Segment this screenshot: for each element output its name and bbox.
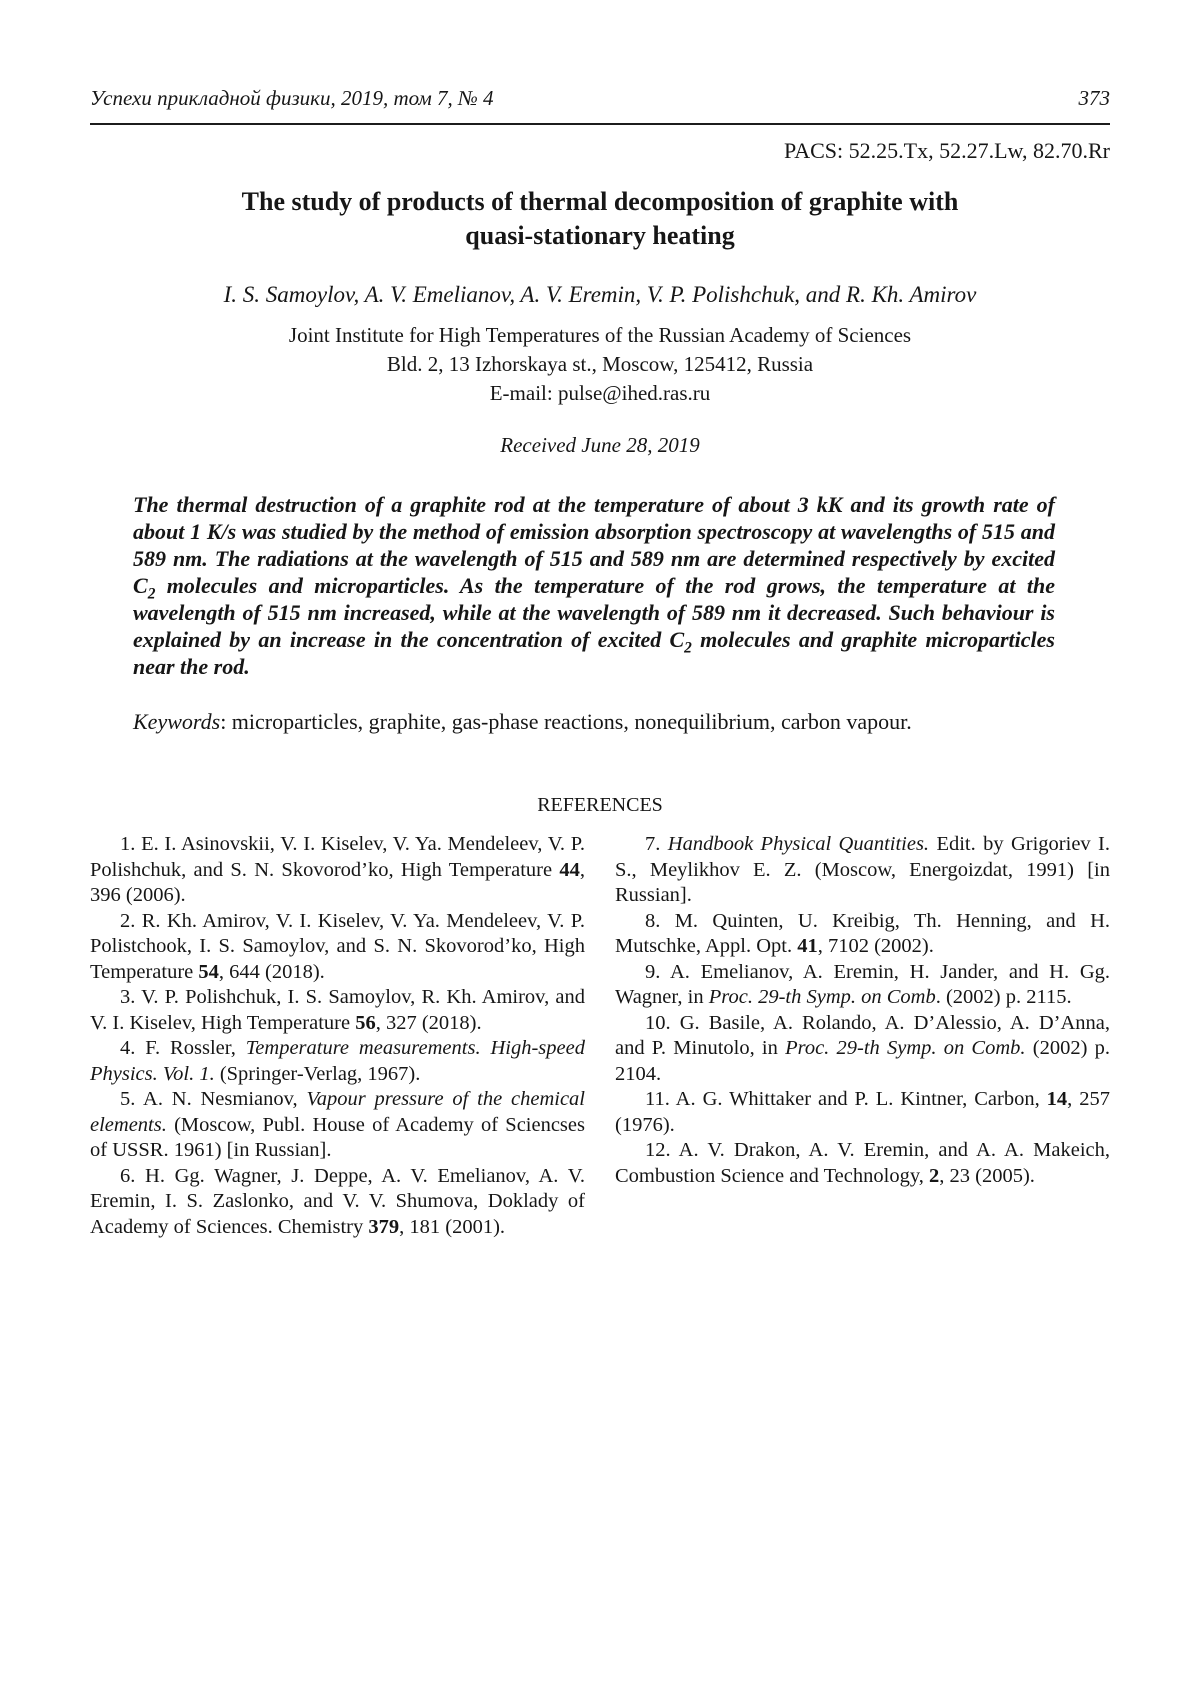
reference-item: 9. A. Emelianov, A. Eremin, H. Jander, and H. Gg. Wagner, in Proc. 29-th Symp. on Comb. (2002) p. 2115. [615,960,1110,1008]
received-line: Received June 28, 2019 [500,433,700,457]
references-heading: REFERENCES [537,794,663,816]
article-title [90,185,1110,253]
abstract-paragraph: The thermal destruction of a graphite rod at the temperature of about 3 kK and its growth rate of about 1 K/s was studied by the method of emission absorption spectroscopy at wavelengths of 515 and 589 nm. The radiations at the wavelength of 515 and 589 nm are determined respectively by excited $C_2$ molecules and microparticles. As the temperature of the rod grows, the temperature at the wavelength of 515 nm increased, while at the wavelength of 589 nm it decreased. Such behaviour is explained by an increase in the concentration of excited $C_2$ molecules and graphite microparticles near the rod. [133,492,1055,679]
reference-item: 11. A. G. Whittaker and P. L. Kintner, Carbon, 14, 257 (1976). [615,1088,1110,1136]
reference-item: 8. M. Quinten, U. Kreibig, Th. Henning, and H. Mutschke, Appl. Opt. 41, 7102 (2002). [615,909,1110,957]
article-title-line-2: quasi-stationary heating [465,221,735,250]
keywords-paragraph: Keywords: microparticles, graphite, gas-phase reactions, nonequilibrium, carbon vapour. [133,709,912,734]
reference-item: 10. G. Basile, A. Rolando, A. D’Alessio, A. D’Anna, and P. Minutolo, in Proc. 29-th Symp. on Comb. (2002) p. 2104. [615,1011,1110,1085]
reference-item: 3. V. P. Polishchuk, I. S. Samoylov, R. Kh. Amirov, and V. I. Kiselev, High Temperature 56, 327 (2018). [90,986,585,1034]
pacs-line: PACS: 52.25.Tx, 52.27.Lw, 82.70.Rr [784,138,1110,163]
header-rule [90,123,1110,125]
reference-item: 12. A. V. Drakon, A. V. Eremin, and A. A. Makeich, Combustion Science and Technology, 2, 23 (2005). [615,1139,1110,1187]
running-head [90,0,1110,111]
references-columns [90,832,1110,1240]
journal-name: Успехи прикладной физики, 2019, том 7, № 4 [90,86,494,110]
affiliation-address: Bld. 2, 13 Izhorskaya st., Moscow, 125412, Russia [386,352,814,376]
affiliation-institute: Joint Institute for High Temperatures of the Russian Academy of Sciences [288,323,912,347]
references-column-left [90,832,585,1240]
authors-line: I. S. Samoylov, A. V. Emelianov, A. V. Eremin, V. P. Polishchuk, and R. Kh. Amirov [223,282,977,307]
reference-item: 7. Handbook Physical Quantities. Edit. by Grigoriev I. S., Meylikhov E. Z. (Moscow, Energoizdat, 1991) [in Russian]. [615,833,1111,906]
references-column-right [615,832,1110,1240]
reference-item: 4. F. Rossler, Temperature measurements. High-speed Physics. Vol. 1. (Springer-Verlag, 1967). [90,1037,585,1085]
reference-item: 6. H. Gg. Wagner, J. Deppe, A. V. Emelianov, A. V. Eremin, I. S. Zaslonko, and V. V. Shumova, Doklady of Academy of Sciences. Chemistry 379, 181 (2001). [90,1164,585,1238]
page-number: 373 [1078,86,1110,110]
reference-item: 2. R. Kh. Amirov, V. I. Kiselev, V. Ya. Mendeleev, V. P. Polistchook, I. S. Samoylov, and S. N. Skovorod’ko, High Temperature 54, 644 (2018). [90,909,585,983]
reference-item: 5. A. N. Nesmianov, Vapour pressure of the chemical elements. (Moscow, Publ. House of Academy of Sciencses of USSR. 1961) [in Russian]. [90,1088,585,1161]
affiliation-block [90,321,1110,408]
affiliation-email: E-mail: pulse@ihed.ras.ru [489,381,711,405]
reference-item: 1. E. I. Asinovskii, V. I. Kiselev, V. Ya. Mendeleev, V. P. Polishchuk, and S. N. Skovorod’ko, High Temperature 44, 396 (2006). [90,833,585,906]
article-title-line-1: The study of products of thermal decomposition of graphite with [241,187,959,216]
